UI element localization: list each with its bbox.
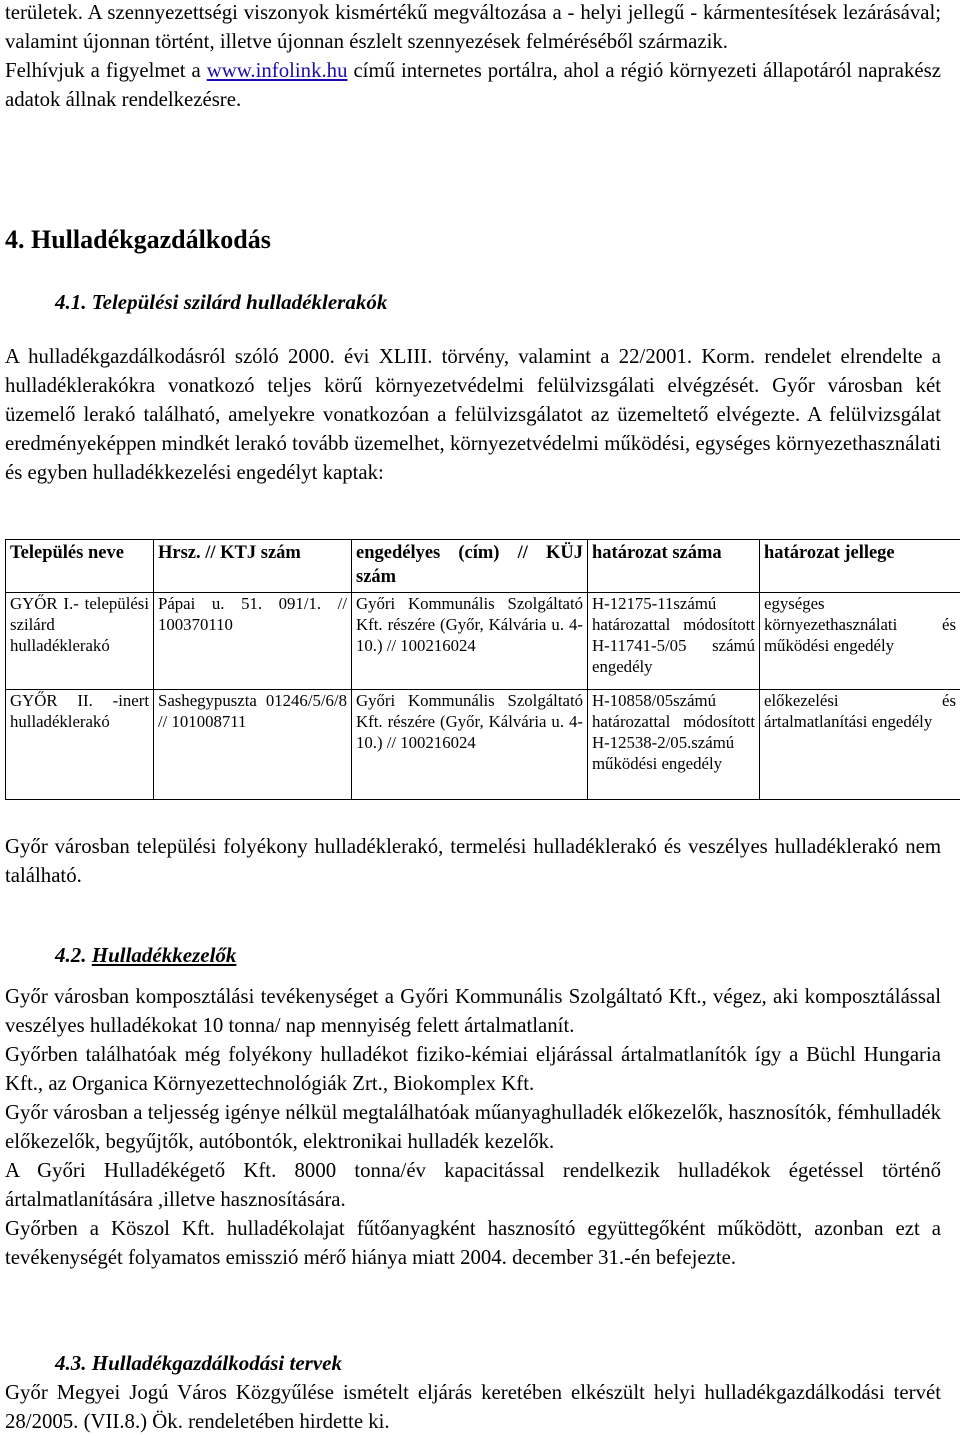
infolink-link[interactable]: www.infolink.hu <box>206 59 348 82</box>
section-4-2-text-block <box>5 982 941 1272</box>
table-cell: H-10858/05számú határozattal módosított H-12538-2/05.számú működési engedély <box>588 690 760 800</box>
section-4-3-paragraph: Győr Megyei Jogú Város Közgyűlése ismételt eljárás keretében elkészült helyi hulladékgazdálkodási tervét 28/2005. (VII.8.) Ök. rendeletében hirdette ki. <box>5 1381 941 1433</box>
intro-paragraph: területek. A szennyezettségi viszonyok kismértékű megváltozása a - helyi jellegű - kármentesítések lezárásával; valamint újonnan történt, illetve újonnan észlelt szennyezések felméréséből származik. <box>5 1 941 53</box>
table-header-cell: határozat jellege <box>760 540 960 593</box>
table-cell: GYŐR I.- települési szilárd hulladéklerakó <box>6 593 154 690</box>
section-4-1-heading: 4.1. Települési szilárd hulladéklerakók <box>55 290 388 314</box>
section-4-2-heading: 4.2. Hulladékkezelők <box>55 943 237 967</box>
section-4-2-paragraph: Győrben a Köszol Kft. hulladékolajat fűtőanyagként hasznosító együttegőként működött, azonban ezt a tevékenységét folyamatos emisszió mérő hiánya miatt 2004. december 31.-én befejezte. <box>5 1217 941 1269</box>
table-cell: egységes környezethasználati és működési engedély <box>760 593 960 690</box>
table-row <box>6 593 960 690</box>
intro-block <box>5 0 941 114</box>
table-cell: Győri Kommunális Szolgáltató Kft. részére (Győr, Kálvária u. 4-10.) // 100216024 <box>352 593 588 690</box>
after-table-paragraph: Győr városban települési folyékony hulladéklerakó, termelési hulladéklerakó és veszélyes hulladéklerakó nem található. <box>5 835 941 887</box>
section-4-heading: 4. Hulladékgazdálkodás <box>5 225 271 254</box>
table-cell: H-12175-11számú határozattal módosított H-11741-5/05 számú engedély <box>588 593 760 690</box>
section-4-2-paragraph: Győr városban a teljesség igénye nélkül megtalálhatóak műanyaghulladék előkezelők, hasznosítók, fémhulladék előkezelők, begyűjtők, autóbontók, elektronikai hulladék kezelők. <box>5 1101 941 1153</box>
infolink-paragraph: Felhívjuk a figyelmet a www.infolink.hu című internetes portálra, ahol a régió környezeti állapotáról naprakész adatok állnak rendelkezésre. <box>5 59 941 111</box>
section-4-2-paragraph: A Győri Hulladékégető Kft. 8000 tonna/év kapacitással rendelkezik hulladékok égetéssel történő ártalmatlanítására ,illetve hasznosítására. <box>5 1159 941 1211</box>
section-4-1-paragraph: A hulladékgazdálkodásról szóló 2000. évi XLIII. törvény, valamint a 22/2001. Korm. rendelet elrendelte a hulladéklerakókra vonatkozó teljes körű környezetvédelmi felülvizsgálati elvégzését. Győr városban két üzemelő lerakó található, amelyekre vonatkozóan a felülvizsgálatot az üzemeltető elvégezte. A felülvizsgálat eredményeképpen mindkét lerakó tovább üzemelhet, környezetvédelmi működési, egységes környezethasználati és egyben hulladékkezelési engedélyt kaptak: <box>5 345 941 484</box>
section-4-3-text-block <box>5 1378 941 1436</box>
table-row <box>6 690 960 800</box>
table-header-cell: engedélyes (cím) // KÜJ szám <box>352 540 588 593</box>
table-cell: Győri Kommunális Szolgáltató Kft. részére (Győr, Kálvária u. 4-10.) // 100216024 <box>352 690 588 800</box>
table-cell: GYŐR II. -inert hulladéklerakó <box>6 690 154 800</box>
landfill-table <box>5 539 960 800</box>
table-cell: előkezelési és ártalmatlanítási engedély <box>760 690 960 800</box>
table-header-row <box>6 540 960 593</box>
after-table-block <box>5 832 941 890</box>
section-4-2-paragraph: Győr városban komposztálási tevékenységet a Győri Kommunális Szolgáltató Kft., végez, aki komposztálással veszélyes hulladékokat 10 tonna/ nap mennyiség felett ártalmatlanít. <box>5 985 941 1037</box>
table-header-cell: határozat száma <box>588 540 760 593</box>
section-4-2-paragraph: Győrben találhatóak még folyékony hulladékot fiziko-kémiai eljárással ártalmatlanítók így a Büchl Hungaria Kft., az Organica Környezettechnológiák Zrt., Biokomplex Kft. <box>5 1043 941 1095</box>
section-4-3-heading: 4.3. Hulladékgazdálkodási tervek <box>55 1351 342 1375</box>
section-4-1-text-block <box>5 342 941 487</box>
table-header-cell: Település neve <box>6 540 154 593</box>
table-header-cell: Hrsz. // KTJ szám <box>154 540 352 593</box>
table-cell: Sashegypuszta 01246/5/6/8 // 101008711 <box>154 690 352 800</box>
table-cell: Pápai u. 51. 091/1. // 100370110 <box>154 593 352 690</box>
